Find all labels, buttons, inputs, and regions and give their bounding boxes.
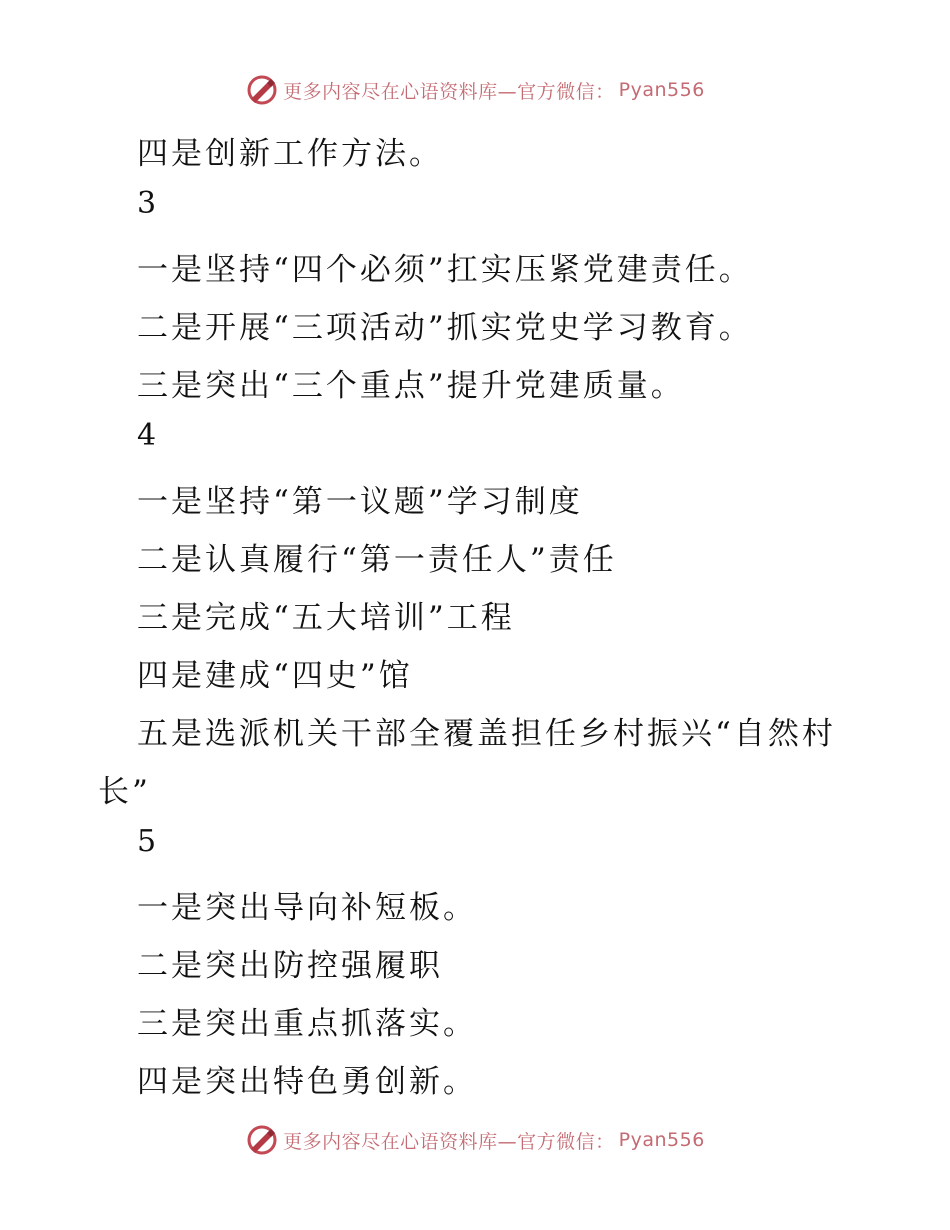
watermark-text: 更多内容尽在心语资料库—官方微信： (283, 1130, 615, 1153)
section-number: 4 (137, 418, 157, 453)
watermark-footer (0, 1122, 950, 1158)
text-line: 五是选派机关干部全覆盖担任乡村振兴“自然村 (137, 716, 836, 752)
text-line: 一是坚持“第一议题”学习制度 (137, 484, 583, 520)
text-line: 四是突出特色勇创新。 (137, 1064, 477, 1100)
pen-circle-logo-icon (245, 73, 279, 107)
section-number: 5 (137, 824, 157, 859)
text-line: 三是突出重点抓落实。 (137, 1006, 477, 1042)
text-line: 四是建成“四史”馆 (137, 658, 413, 694)
text-line: 一是坚持“四个必须”扛实压紧党建责任。 (137, 252, 753, 288)
text-line: 一是突出导向补短板。 (137, 890, 477, 926)
text-line: 二是认真履行“第一责任人”责任 (137, 542, 617, 578)
text-line: 二是开展“三项活动”抓实党史学习教育。 (137, 310, 753, 346)
text-line: 二是突出防控强履职 (137, 948, 443, 984)
text-line-continuation: 长” (98, 774, 151, 810)
text-line: 三是突出“三个重点”提升党建质量。 (137, 368, 685, 404)
text-line: 四是创新工作方法。 (137, 136, 443, 172)
watermark-wechat-id: Pyan556 (618, 79, 705, 101)
document-body (0, 122, 950, 1108)
watermark-text: 更多内容尽在心语资料库—官方微信： (283, 80, 615, 103)
section-number: 3 (137, 186, 157, 221)
text-line: 三是完成“五大培训”工程 (137, 600, 515, 636)
watermark-header (0, 72, 950, 108)
pen-circle-logo-icon (245, 1123, 279, 1157)
watermark-wechat-id: Pyan556 (618, 1129, 705, 1151)
